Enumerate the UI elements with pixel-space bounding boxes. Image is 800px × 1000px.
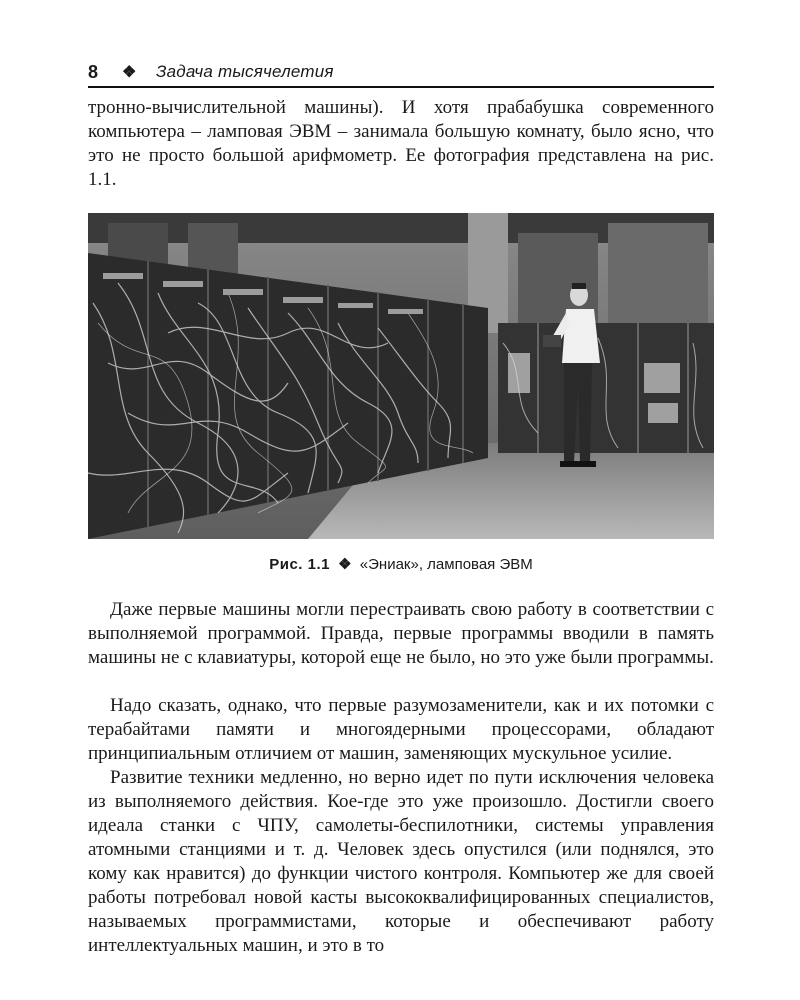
paragraph-intro: тронно-вычислительной машины). И хотя прабабушка современного компьютера – ламповая ЭВМ – занимала большую комнату, было ясно, что это не просто большой арифмометр. Ее фотография представлена на рис. 1.1. <box>88 97 714 190</box>
caption-diamond-icon: ❖ <box>338 556 352 573</box>
figure-caption <box>88 555 714 573</box>
page-number: 8 <box>88 62 99 82</box>
diamond-separator-icon: ❖ <box>122 64 137 81</box>
paragraph-3: Развитие техники медленно, но верно идет по пути исключения человека из выполняемого действия. Кое-где это уже произошло. Достигли своего идеала станки с ЧПУ, самолеты-беспилотники, системы управления атомными станциями и т. д. Человек здесь опустился (или поднялся, это кому как нравится) до функции чистого контроля. Компьютер же для своей работы потребовал новой касты высококвалифицированных специалистов, называемых программистами, которые и обеспечивают работу интеллектуальных машин, и это в то <box>88 767 714 956</box>
eniac-photo-drawing <box>88 213 714 539</box>
paragraph-2: Надо сказать, однако, что первые разумозаменители, как и их потомки с терабайтами памяти и многоядерными процессорами, обладают принципиальным отличием от машин, заменяющих мускульное усилие. <box>88 695 714 764</box>
chapter-title: Задача тысячелетия <box>156 62 334 81</box>
header-rule <box>88 86 714 88</box>
figure-text: «Эниак», ламповая ЭВМ <box>359 556 533 573</box>
paragraph-1: Даже первые машины могли перестраивать свою работу в соответствии с выполняемой программой. Правда, первые программы вводили в память машины не с клавиатуры, которой еще не было, но это уже были программы. <box>88 599 714 668</box>
figure-label: Рис. 1.1 <box>269 556 330 573</box>
running-header <box>88 60 714 86</box>
eniac-photo <box>88 213 714 539</box>
